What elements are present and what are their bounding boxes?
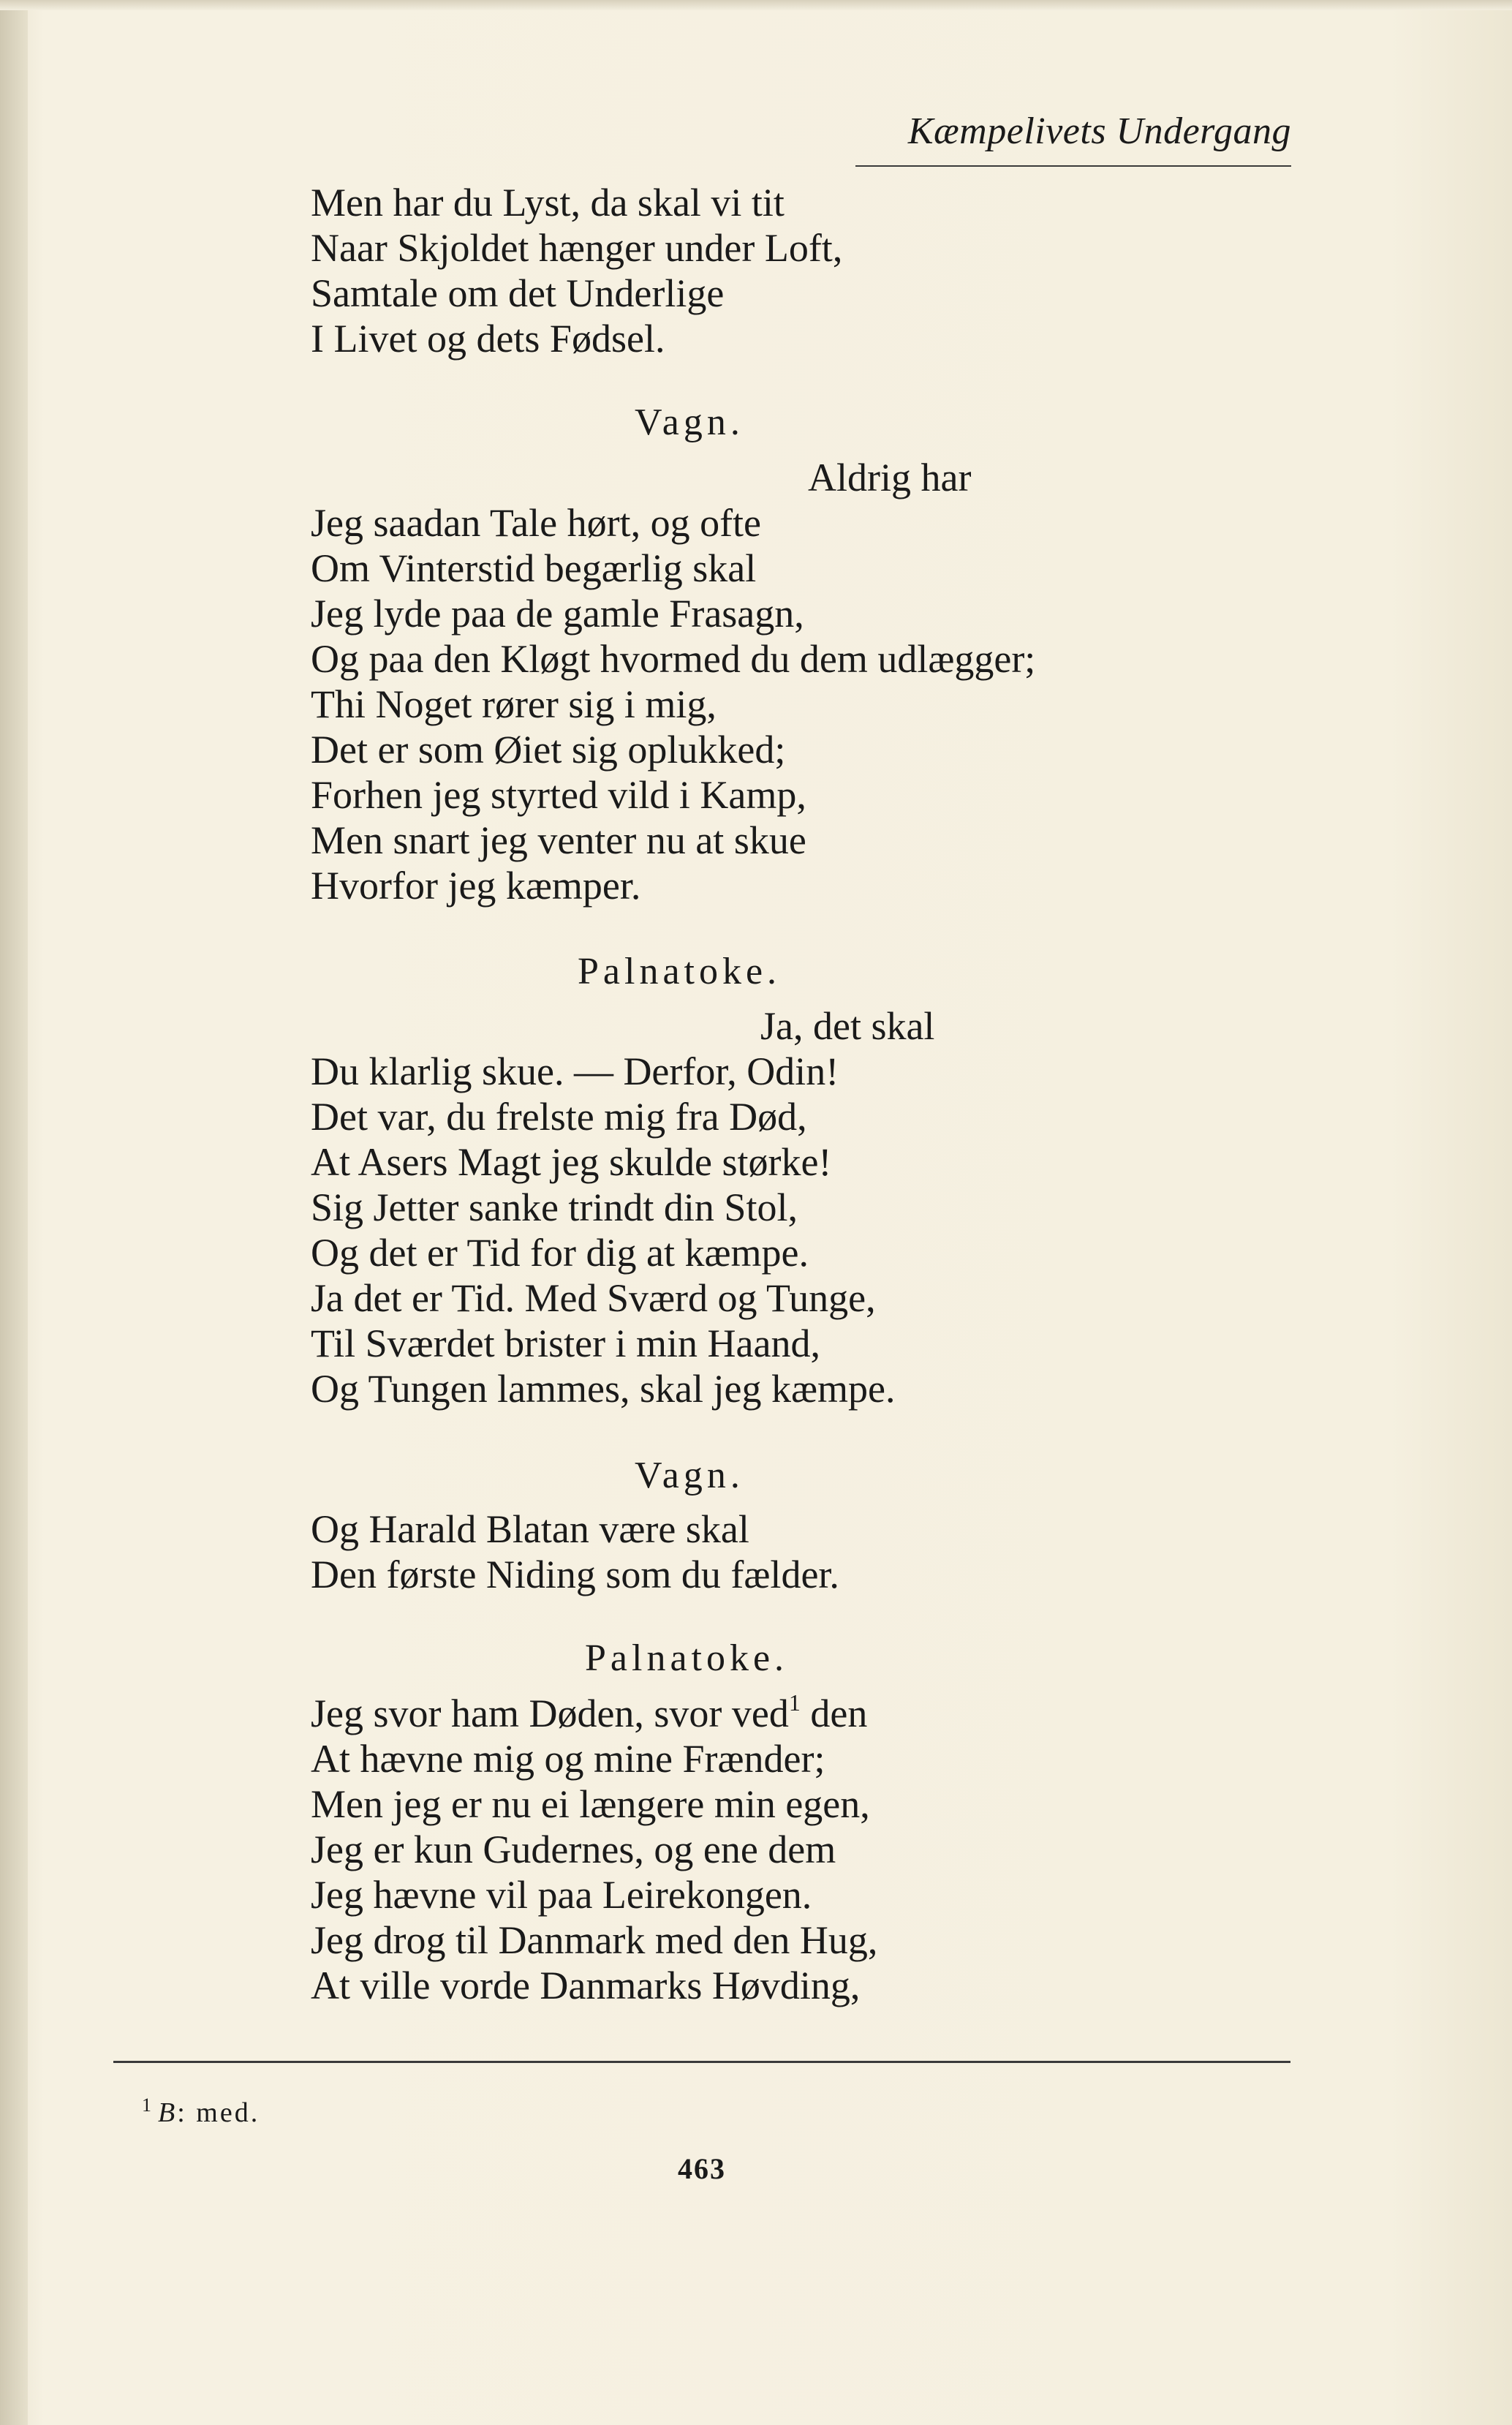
verse-line [311, 500, 761, 546]
line-text: Men jeg er nu ei længere min egen, [311, 1782, 870, 1826]
line-text: Den første Niding som du fælder. [311, 1553, 839, 1596]
line-text: Palnatoke. [585, 1637, 789, 1679]
line-text: Vagn. [635, 401, 744, 443]
line-text: Hvorfor jeg kæmper. [311, 864, 641, 908]
verse-line [311, 1781, 870, 1827]
line-text: Ja, det skal [760, 1004, 935, 1048]
line-text: Ja det er Tid. Med Sværd og Tunge, [311, 1276, 876, 1320]
line-text: Men snart jeg venter nu at skue [311, 818, 806, 862]
line-text: Forhen jeg styrted vild i Kamp, [311, 773, 806, 817]
line-text: Palnatoke. [578, 951, 782, 992]
footnote [142, 2094, 260, 2129]
footnote-reference: 1 [788, 1689, 801, 1716]
speaker-name [578, 950, 781, 993]
verse-line [311, 772, 806, 818]
line-text: Jeg er kun Gudernes, og ene dem [311, 1828, 836, 1871]
line-text: Og Harald Blatan være skal [311, 1507, 749, 1551]
verse-line [311, 180, 785, 225]
line-text: Om Vinterstid begærlig skal [311, 546, 757, 590]
line-text: Samtale om det Underlige [311, 271, 725, 315]
verse-line [311, 1321, 820, 1366]
speaker-name [635, 401, 744, 444]
line-text: Aldrig har [808, 456, 972, 499]
verse-line [311, 682, 717, 727]
line-text: Og paa den Kløgt hvormed du dem udlægger; [311, 637, 1036, 681]
page-top-edge [0, 0, 1512, 10]
line-text: Sig Jetter sanke trindt din Stol, [311, 1185, 798, 1229]
line-text: At ville vorde Danmarks Høvding, [311, 1964, 861, 2007]
line-text-continued: den [800, 1692, 868, 1735]
verse-line [311, 636, 1035, 682]
verse-line [311, 225, 842, 271]
verse-line [311, 1963, 860, 2008]
verse-line [311, 1139, 831, 1185]
line-text: Jeg hævne vil paa Leirekongen. [311, 1873, 812, 1917]
speaker-name [585, 1637, 788, 1680]
verse-line [311, 727, 785, 772]
line-text: Naar Skjoldet hænger under Loft, [311, 226, 843, 270]
verse-line [311, 1185, 798, 1230]
line-text: Jeg lyde paa de gamle Frasagn, [311, 592, 804, 636]
verse-line [311, 1275, 876, 1321]
footnote-rule [113, 2061, 1290, 2063]
line-text: At Asers Magt jeg skulde størke! [311, 1140, 832, 1184]
verse-line [311, 591, 804, 636]
page-spine-shadow [0, 0, 28, 2425]
line-text: Jeg saadan Tale hørt, og ofte [311, 501, 762, 545]
verse-line [311, 1506, 749, 1552]
line-text: Og det er Tid for dig at kæmpe. [311, 1231, 809, 1275]
line-text: Det er som Øiet sig oplukked; [311, 728, 786, 772]
page-number: 463 [678, 2152, 726, 2185]
line-text: I Livet og dets Fødsel. [311, 317, 665, 361]
verse-line [311, 1872, 812, 1917]
verse-line [311, 1736, 825, 1781]
verse-line [311, 1917, 877, 1963]
line-text: Jeg svor ham Døden, svor ved [311, 1692, 789, 1735]
line-text: Det var, du frelste mig fra Død, [311, 1095, 807, 1139]
line-text: Men har du Lyst, da skal vi tit [311, 181, 785, 225]
verse-line [311, 1366, 895, 1411]
verse-line [311, 1552, 839, 1597]
verse-line [311, 546, 756, 591]
line-text: Vagn. [635, 1455, 744, 1496]
running-head: Kæmpelivets Undergang [907, 110, 1291, 152]
verse-line [311, 1691, 867, 1736]
verse-line [311, 1230, 809, 1275]
footnote-mark: 1 [142, 2094, 154, 2116]
running-head-rule [855, 165, 1291, 167]
footnote-source: B [158, 2097, 178, 2128]
line-text: Til Sværdet brister i min Haand, [311, 1321, 820, 1365]
line-text: At hævne mig og mine Frænder; [311, 1737, 825, 1781]
verse-line [311, 316, 665, 361]
verse-line [311, 1827, 836, 1872]
line-text: Jeg drog til Danmark med den Hug, [311, 1918, 878, 1962]
line-text: Du klarlig skue. — Derfor, Odin! [311, 1049, 839, 1093]
verse-line [760, 1003, 934, 1049]
line-text: Thi Noget rører sig i mig, [311, 682, 717, 726]
verse-line [808, 455, 971, 500]
verse-line [311, 271, 724, 316]
verse-line [311, 1094, 807, 1139]
line-text: Og Tungen lammes, skal jeg kæmpe. [311, 1367, 896, 1411]
footnote-text: : med. [177, 2097, 260, 2128]
speaker-name [635, 1454, 744, 1497]
verse-line [311, 818, 806, 863]
verse-line [311, 863, 640, 908]
verse-line [311, 1049, 839, 1094]
